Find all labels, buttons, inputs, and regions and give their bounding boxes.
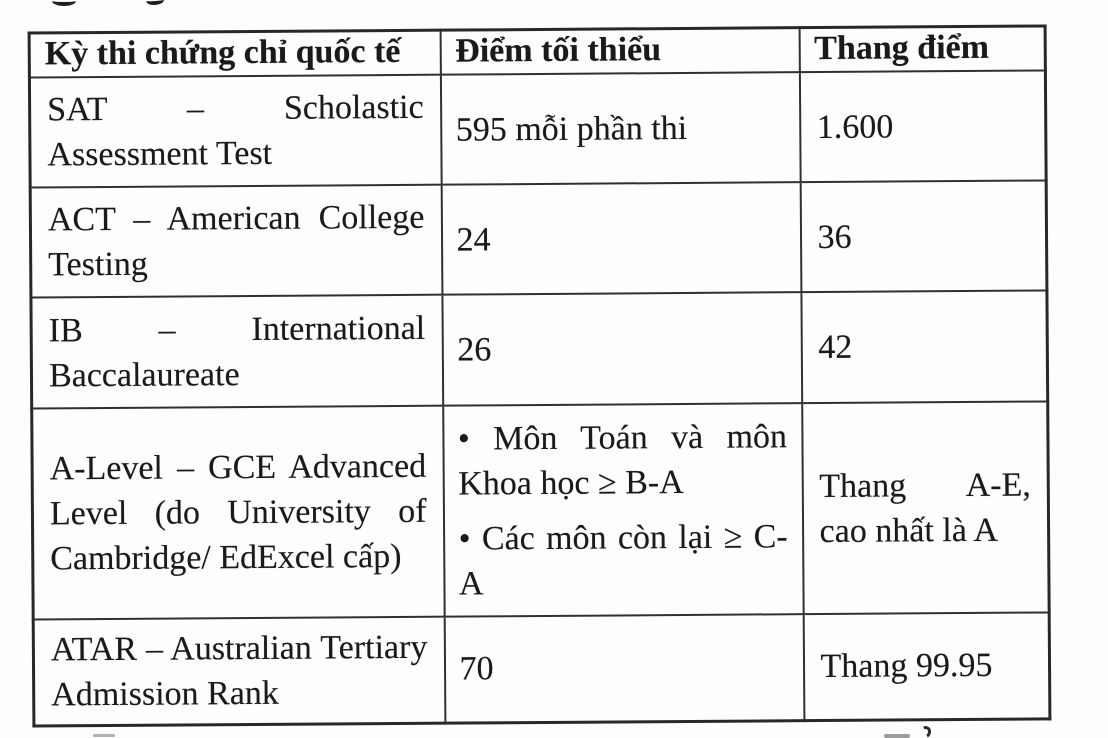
min-score-bullet-item bbox=[458, 514, 788, 606]
cropped-text-remnant-icon bbox=[918, 725, 932, 738]
scale-cell: 42 bbox=[801, 290, 1048, 403]
bullet-text: Môn Toán và môn Khoa học ≥ B-A bbox=[458, 417, 788, 503]
column-header-min-score: Điểm tối thiểu bbox=[440, 28, 799, 75]
min-score-cell bbox=[443, 403, 803, 617]
scale-cell: 1.600 bbox=[799, 70, 1046, 182]
scale-cell: Thang A-E, cao nhất là A bbox=[802, 401, 1049, 614]
min-score-cell: 24 bbox=[441, 182, 801, 295]
bullet-icon: • bbox=[457, 419, 470, 458]
column-header-exam: Kỳ thi chứng chỉ quốc tế bbox=[29, 30, 440, 77]
exam-requirements-table-wrapper bbox=[28, 24, 1049, 727]
table-row-atar bbox=[33, 612, 1050, 725]
min-score-cell: 595 mỗi phần thi bbox=[440, 72, 800, 185]
min-score-cell: 70 bbox=[444, 614, 804, 723]
column-header-scale: Thang điểm bbox=[799, 26, 1045, 72]
min-score-cell: 26 bbox=[442, 292, 802, 406]
table-row-alevel bbox=[32, 401, 1049, 619]
exam-name-cell: SAT – Scholastic Assessment Test bbox=[29, 75, 441, 188]
cropped-text-remnant-icon bbox=[93, 734, 115, 737]
exam-name-cell: A-Level – GCE Advanced Level (do University of Cambridge/ EdExcel cấp) bbox=[32, 406, 444, 620]
table-row-ib bbox=[31, 290, 1048, 408]
exam-name-cell: ACT – American College Testing bbox=[30, 185, 442, 298]
table-row-act bbox=[30, 180, 1047, 297]
cropped-text-remnant-icon bbox=[884, 734, 910, 738]
min-score-bullet-item bbox=[458, 414, 788, 506]
cropped-text-remnant-icon bbox=[52, 0, 76, 6]
exam-requirements-table bbox=[28, 24, 1052, 727]
scale-cell: 36 bbox=[800, 180, 1047, 292]
exam-name-cell: ATAR – Australian Tertiary Admission Rank bbox=[33, 617, 445, 726]
table-row-sat bbox=[29, 70, 1046, 187]
scale-cell: Thang 99.95 bbox=[803, 612, 1050, 720]
cropped-text-remnant-icon bbox=[146, 0, 165, 6]
exam-name-cell: IB – International Baccalaureate bbox=[31, 295, 443, 409]
bullet-text: Các môn còn lại ≥ C-A bbox=[458, 517, 788, 603]
bullet-icon: • bbox=[458, 519, 471, 558]
table-header-row bbox=[29, 26, 1045, 78]
